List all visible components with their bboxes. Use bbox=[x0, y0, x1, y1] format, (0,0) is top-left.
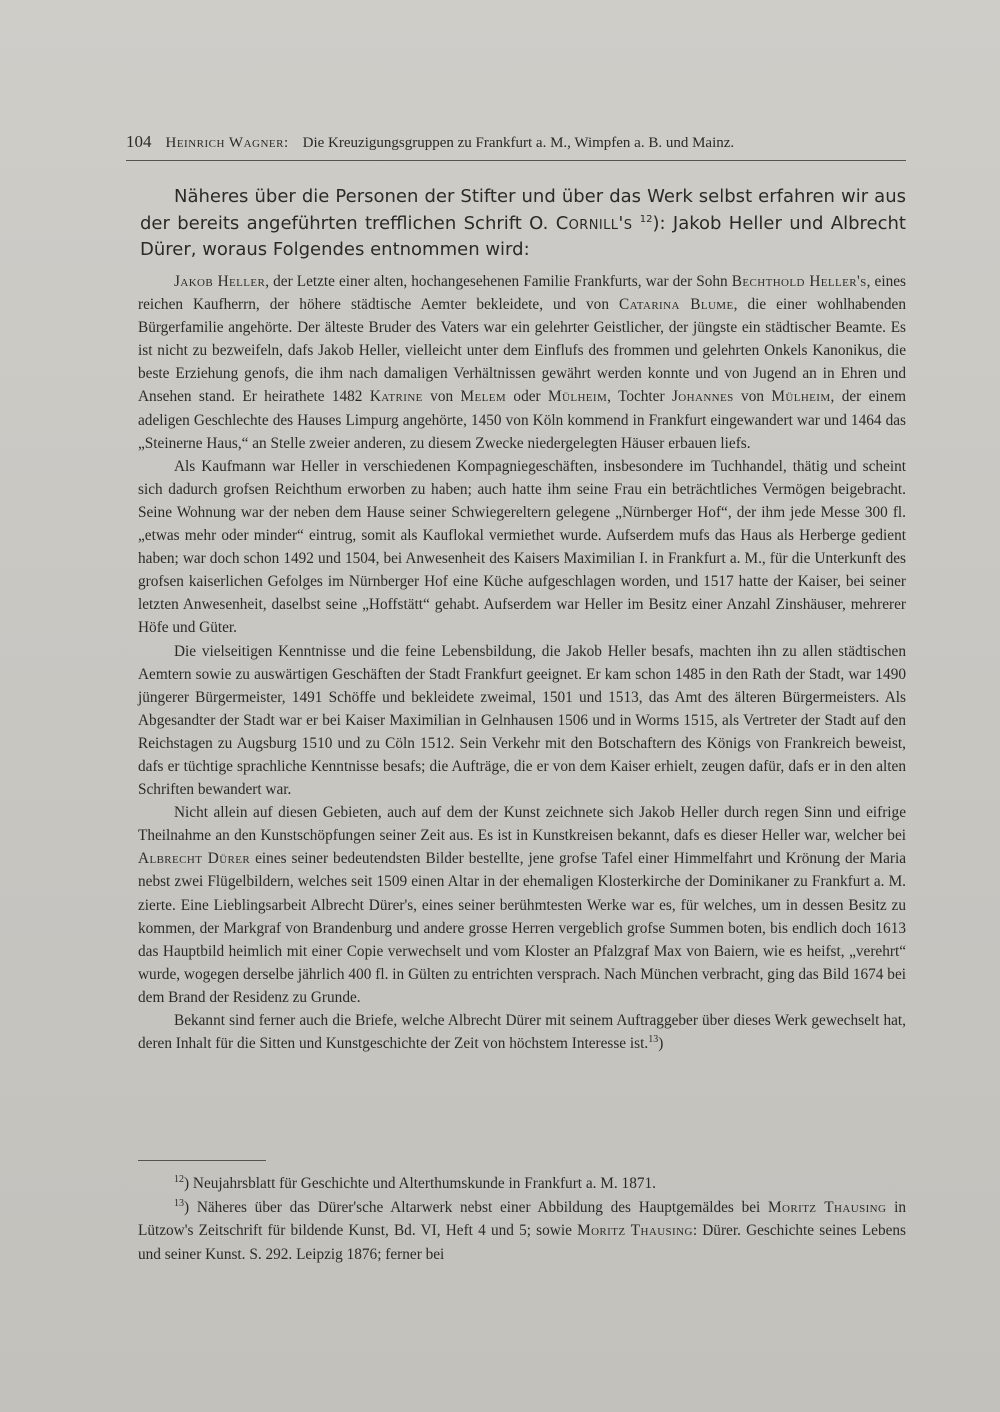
footnote-text: ) Näheres über das Dürer'sche Altarwerk nebst einer Abbildung des Hauptgemäldes bei bbox=[184, 1198, 761, 1216]
paragraph-4 bbox=[138, 801, 906, 1009]
footnote-text: : Dürer. Geschichte seines Lebens und seiner Kunst. S. 292. Leipzig 1876; ferner bei bbox=[138, 1222, 906, 1263]
text-run: von bbox=[733, 388, 764, 406]
text-run: , die einer wohlhabenden Bürgerfamilie angehörte. Der älteste Bruder des Vaters war ein gelehrter Geistlicher, der jüngste ein städtischer Beamte. Es ist nicht zu bezweifeln, dafs Jakob Heller, vielleicht unter dem Einflufs des frommen und gelehrten Onkels Kanonikus, die beste Erziehung genofs, die ihm nach damaligen Verhältnissen gewährt werden konnte und von Jugend an in Ehren und Ansehen stand. Er heirathete 1482 bbox=[138, 296, 906, 406]
person-name: Moritz Thausing bbox=[768, 1198, 887, 1216]
intro-text bbox=[140, 184, 906, 264]
footnote-rule bbox=[138, 1160, 266, 1161]
footnote-ref-12: 12 bbox=[639, 213, 653, 225]
intro-paragraph bbox=[140, 184, 906, 264]
body-text bbox=[138, 270, 906, 1055]
footnote-text: in Lützow's Zeitschrift für bildende Kunst, Bd. VI, Heft 4 und 5; sowie bbox=[138, 1198, 906, 1239]
footnote-marker: 12 bbox=[174, 1173, 184, 1185]
intro-text-after: ): Jakob Heller und Albrecht Dürer, woraus Folgendes entnommen wird: bbox=[140, 212, 906, 260]
header-author: Heinrich Wagner: bbox=[165, 135, 289, 151]
text-run: , der einem adeligen Geschlechte des Hauses Limpurg angehörte, 1450 von Köln kommend in Frankfurt eingewandert war und 1464 das „Steinerne Haus,“ an Stelle zweier anderen, zu diesem Zwecke niedergelegten Häuser erbauen liefs. bbox=[138, 388, 907, 452]
paragraph-1 bbox=[138, 270, 906, 455]
person-name: Mülheim bbox=[547, 388, 608, 406]
text-run: , eines reichen Kaufherrn, der höhere städtische Aemter bekleidete, und von bbox=[138, 273, 906, 314]
person-name: Johannes bbox=[671, 388, 734, 406]
header-title: Die Kreuzigungsgruppen zu Frankfurt a. M., Wimpfen a. B. und Mainz. bbox=[302, 135, 735, 151]
footnote-text: ) Neujahrsblatt für Geschichte und Alterthumskunde in Frankfurt a. M. 1871. bbox=[184, 1175, 656, 1192]
text-run: , Tochter bbox=[607, 388, 665, 406]
person-name: Bechthold Heller's bbox=[731, 273, 867, 290]
running-header bbox=[126, 132, 906, 152]
paragraph-3: Die vielseitigen Kenntnisse und die feine Lebensbildung, die Jakob Heller besafs, machten ihn zu allen städtischen Aemtern sowie zu auswärtigen Geschäften der Stadt Frankfurt geeignet. Er kam schon 1485 in den Rath der Stadt, war 1490 jüngerer Bürgermeister, 1491 Schöffe und bekleidete zweimal, 1501 und 1513, das Amt des älteren Bürgermeisters. Als Abgesandter der Stadt war er bei Kaiser Maximilian in Gelnhausen 1506 und in Worms 1515, als Vertreter der Stadt auf den Reichstagen zu Augsburg 1510 und zu Cöln 1512. Sein Verkehr mit den Botschaftern des Königs von Frankreich beweist, dafs er tüchtige sprachliche Kenntnisse besafs; die Aufträge, die er von dem Kaiser erhielt, zeugen dafür, dafs er in den alten Schriften bewandert war. bbox=[138, 642, 906, 799]
person-name: Catarina Blume bbox=[619, 296, 734, 314]
page-number: 104 bbox=[126, 132, 152, 151]
intro-text-before: Näheres über die Personen der Stifter und über das Werk selbst erfahren wir aus der bereits angeführten trefflichen Schrift O. bbox=[140, 186, 906, 234]
person-name: Melem bbox=[460, 388, 507, 406]
footnote-13 bbox=[138, 1196, 906, 1267]
text-run: oder bbox=[506, 388, 541, 406]
paragraph-5 bbox=[138, 1009, 906, 1055]
header-rule bbox=[126, 160, 906, 161]
text-run: Bekannt sind ferner auch die Briefe, welche Albrecht Dürer mit seinem Auftraggeber über dieses Werk gewechselt hat, deren Inhalt für die Sitten und Kunstgeschichte der Zeit von höchstem Interesse ist. bbox=[138, 1012, 906, 1053]
footnote-ref-13: 13 bbox=[648, 1034, 659, 1045]
intro-author-name: Cornill's bbox=[555, 212, 633, 234]
person-name: Moritz Thausing bbox=[577, 1222, 693, 1239]
person-name: Jakob Heller bbox=[174, 273, 266, 290]
text-run: ) bbox=[658, 1035, 664, 1053]
footnote-12 bbox=[138, 1172, 906, 1196]
footnotes bbox=[138, 1172, 906, 1266]
text-run: Nicht allein auf diesen Gebieten, auch auf dem der Kunst zeichnete sich Jakob Heller durch regen Sinn und eifrige Theilnahme an den Kunstschöpfungen seiner Zeit aus. Es ist in Kunstkreisen bekannt, dafs es dieser Heller war, welcher bei bbox=[138, 804, 906, 845]
text-run: eines seiner bedeutendsten Bilder bestellte, jene grofse Tafel einer Himmelfahrt und Krönung der Maria nebst zwei Flügelbildern, welches seit 1509 einen Altar in der ehemaligen Klosterkirche der Dominikaner zu Frankfurt a. M. zierte. Eine Lieblingsarbeit Albrecht Dürer's, eines seiner berühmtesten Werke war es, für welches, um in dessen Besitz zu kommen, der Markgraf von Brandenburg und andere grosse Herren vergeblich grofse Summen boten, bis endlich doch 1613 das Hauptbild heimlich mit einer Copie verwechselt und vom Kloster an Pfalzgraf Max von Baiern, wie es heifst, „verehrt“ wurde, wogegen derselbe jährlich 400 fl. in Gülten zu entrichten versprach. Nach München verbracht, ging das Bild 1674 bei dem Brand der Residenz zu Grunde. bbox=[138, 850, 907, 1006]
text-run: von bbox=[422, 388, 454, 406]
paragraph-2: Als Kaufmann war Heller in verschiedenen Kompagniegeschäften, insbesondere im Tuchhandel, thätig und scheint sich dadurch grofsen Reichthum erworben zu haben; auch hatte ihm seine Frau ein beträchtliches Vermögen beigebracht. Seine Wohnung war der neben dem Hause seiner Schwiegereltern gelegene „Nürnberger Hof“, der ihm jede Messe 300 fl. „etwas mehr oder minder“ eintrug, somit als Kauflokal vermiethet wurde. Aufserdem mufs das Haus als Herberge gedient haben; war doch schon 1492 und 1504, bei Anwesenheit des Kaisers Maximilian I. in Frankfurt a. M., für die Unterkunft des grofsen kaiserlichen Gefolges im Nürnberger Hof eine Küche aufgeschlagen worden, und 1517 hatte der Kaiser, bei seiner letzten Anwesenheit, daselbst seine „Hoffstätt“ gehabt. Aufserdem war Heller im Besitz einer Anzahl Zinshäuser, mehrerer Höfe und Güter. bbox=[138, 457, 906, 637]
footnote-marker: 13 bbox=[174, 1197, 184, 1209]
text-run: , der Letzte einer alten, hochangesehenen Familie Frankfurts, war der Sohn bbox=[265, 273, 728, 290]
person-name: Albrecht Dürer bbox=[138, 850, 251, 868]
person-name: Katrine bbox=[369, 388, 423, 406]
person-name: Mülheim bbox=[771, 388, 831, 406]
